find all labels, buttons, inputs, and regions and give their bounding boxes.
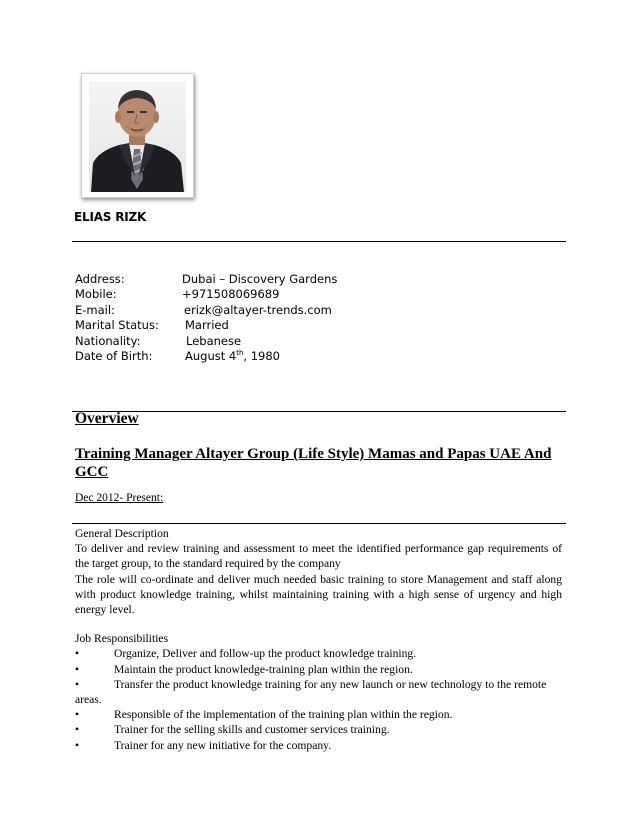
dob-value (185, 349, 280, 364)
list-item (75, 662, 562, 677)
candidate-name: ELIAS RIZK (74, 210, 147, 224)
description-paragraph: To deliver and review training and assessment to meet the identified performance gap requirements of the target group, to the standard required by the company (75, 542, 562, 571)
nationality-value: Lebanese (186, 333, 242, 348)
responsibility-text: Trainer for any new initiative for the company. (114, 738, 332, 752)
dob-year: , 1980 (243, 348, 280, 363)
profile-photo (81, 73, 194, 198)
list-item (75, 707, 562, 722)
responsibility-text: Organize, Deliver and follow-up the product knowledge training. (114, 647, 417, 661)
person-portrait-icon (89, 81, 186, 192)
responsibility-text: Trainer for the selling skills and customer services training. (114, 723, 390, 737)
name-divider (72, 241, 566, 242)
dob-suffix: th (236, 348, 244, 357)
email-value: erizk@altayer-trends.com (184, 302, 332, 317)
description-divider (72, 523, 566, 524)
responsibility-text: Maintain the product knowledge-training plan within the region. (114, 662, 413, 676)
job-period: Dec 2012- Present: (75, 492, 164, 504)
list-item (75, 722, 562, 737)
contact-label: Nationality: (75, 333, 141, 348)
contact-label: Address: (75, 272, 125, 286)
list-item (75, 738, 562, 753)
address-value: Dubai – Discovery Gardens (182, 272, 338, 286)
responsibilities-heading: Job Responsibilities (75, 632, 169, 646)
overview-heading: Overview (75, 410, 139, 427)
job-title: Training Manager Altayer Group (Life Style) Mamas and Papas UAE And GCC (75, 446, 552, 480)
list-item (75, 677, 562, 707)
marital-value: Married (185, 318, 229, 333)
responsibility-text: Responsible of the implementation of the training plan within the region. (114, 708, 453, 722)
contact-label: Date of Birth: (75, 348, 153, 363)
bullet-icon: • (75, 677, 80, 691)
contact-label: E-mail: (75, 302, 115, 317)
bullet-icon: • (75, 647, 80, 661)
general-description-heading: General Description (75, 527, 169, 540)
bullet-icon: • (75, 708, 80, 722)
bullet-icon: • (75, 662, 80, 676)
bullet-icon: • (75, 738, 80, 752)
bullet-icon: • (75, 723, 80, 737)
mobile-value: +971508069689 (182, 287, 280, 302)
overview-divider (72, 411, 566, 412)
contact-label: Marital Status: (75, 318, 159, 333)
contact-label: Mobile: (75, 287, 117, 302)
job-description (75, 526, 562, 753)
list-item (75, 646, 562, 661)
description-paragraph: The role will co-ordinate and deliver much needed basic training to store Management and staff along with product knowledge training, whilst maintaining training with a high sense of urgency and high energy level. (75, 572, 562, 617)
dob-main: August 4 (185, 348, 237, 363)
responsibility-text: Transfer the product knowledge training for any new launch or new technology to the remote areas. (75, 677, 547, 707)
